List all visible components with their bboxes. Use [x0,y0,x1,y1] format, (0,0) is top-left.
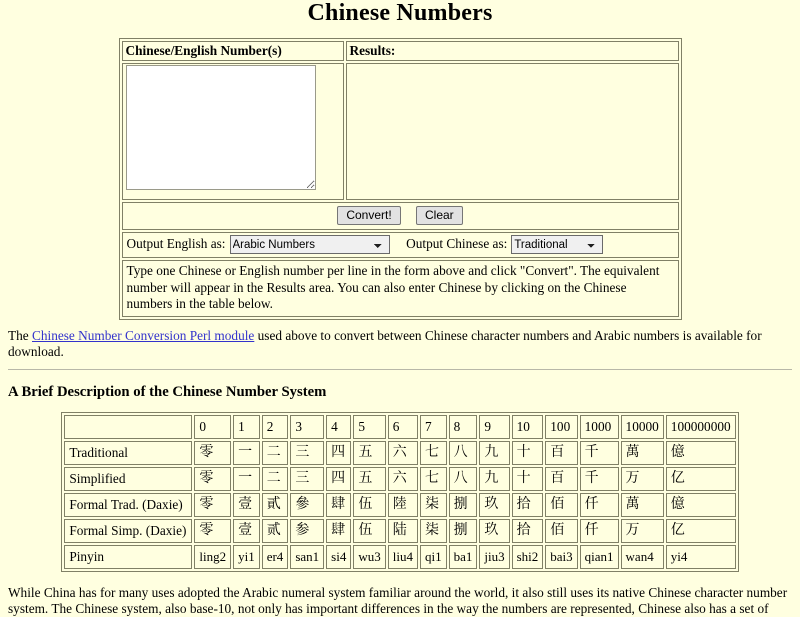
chinese-numeral-cell[interactable]: 零 [194,467,231,491]
output-chinese-select[interactable] [511,235,603,254]
chinese-numeral-cell[interactable]: 亿 [666,467,736,491]
perl-module-link[interactable]: Chinese Number Conversion Perl module [32,327,255,343]
numbers-header-cell: 100 [545,415,577,439]
chinese-numeral-cell[interactable]: 零 [194,441,231,465]
numbers-header-cell: 10000 [621,415,664,439]
chinese-numeral-cell[interactable]: 五 [353,441,385,465]
chinese-numeral-cell[interactable]: 八 [449,467,478,491]
chinese-numeral-cell[interactable]: 捌 [449,493,478,517]
numbers-header-cell: 6 [388,415,418,439]
download-note-prefix: The [8,327,32,343]
chinese-numeral-cell[interactable]: 四 [326,441,351,465]
chinese-numeral-cell[interactable]: 二 [262,467,289,491]
numbers-header-row [64,415,735,439]
numbers-table-row [64,519,735,543]
chinese-numeral-cell[interactable]: 十 [512,441,544,465]
output-english-label: Output English as: [126,236,226,251]
pinyin-cell: qi1 [420,545,447,569]
pinyin-cell: liu4 [388,545,418,569]
pinyin-cell: wu3 [353,545,385,569]
form-fields-row [122,63,679,200]
input-label-cell: Chinese/English Number(s) [122,41,344,61]
numbers-table-row [64,493,735,517]
pinyin-cell: jiu3 [479,545,509,569]
chinese-numeral-cell[interactable]: 億 [666,441,736,465]
converter-form-wrapper [8,38,792,320]
chinese-numeral-cell[interactable]: 伍 [353,493,385,517]
chinese-numeral-cell[interactable]: 肆 [326,519,351,543]
chinese-numeral-cell[interactable]: 玖 [479,493,509,517]
numbers-table-row [64,545,735,569]
chinese-numeral-cell[interactable]: 参 [290,519,324,543]
chinese-numeral-cell[interactable]: 陆 [388,519,418,543]
numbers-header-cell: 3 [290,415,324,439]
chinese-numeral-cell[interactable]: 拾 [512,519,544,543]
chinese-numeral-cell[interactable]: 百 [545,467,577,491]
chinese-numeral-cell[interactable]: 捌 [449,519,478,543]
results-cell [346,63,679,200]
chinese-numeral-cell[interactable]: 二 [262,441,289,465]
chinese-numeral-cell[interactable]: 肆 [326,493,351,517]
numbers-row-label: Formal Trad. (Daxie) [64,493,192,517]
convert-button[interactable]: Convert! [337,206,400,225]
chinese-numeral-cell[interactable]: 九 [479,441,509,465]
chinese-numeral-cell[interactable]: 七 [420,467,447,491]
numbers-header-cell: 8 [449,415,478,439]
footer-paragraph: While China has for many uses adopted the Arabic numeral system familiar around the world, it also still uses its native Chinese character number system. The Chinese system, also base-10, not only has important differences in the way the numbers are represented, Chinese also has a set of [8,584,788,616]
pinyin-cell: shi2 [512,545,544,569]
chinese-numeral-cell[interactable]: 貳 [262,493,289,517]
section-divider [8,369,792,371]
clear-button[interactable]: Clear [416,206,463,225]
chinese-numeral-cell[interactable]: 六 [388,467,418,491]
chinese-numeral-cell[interactable]: 三 [290,441,324,465]
pinyin-cell: si4 [326,545,351,569]
pinyin-cell: wan4 [621,545,664,569]
chinese-numeral-cell[interactable]: 億 [666,493,736,517]
chinese-numeral-cell[interactable]: 壹 [233,519,260,543]
chinese-numeral-cell[interactable]: 四 [326,467,351,491]
numbers-header-cell: 7 [420,415,447,439]
chinese-numeral-cell[interactable]: 十 [512,467,544,491]
results-label-cell: Results: [346,41,679,61]
chinese-numeral-cell[interactable]: 百 [545,441,577,465]
pinyin-cell: yi1 [233,545,260,569]
download-note [8,328,792,360]
chinese-numeral-cell[interactable]: 壹 [233,493,260,517]
pinyin-cell: yi4 [666,545,736,569]
number-input-textarea[interactable] [126,65,316,190]
chinese-numeral-cell[interactable]: 仟 [580,519,619,543]
chinese-numbers-table [61,412,738,572]
chinese-numeral-cell[interactable]: 零 [194,519,231,543]
numbers-table-wrapper [8,412,792,572]
numbers-row-label: Formal Simp. (Daxie) [64,519,192,543]
numbers-header-cell: 0 [194,415,231,439]
numbers-header-corner [64,415,192,439]
output-english-select[interactable] [230,235,390,254]
pinyin-cell: qian1 [580,545,619,569]
chinese-numeral-cell[interactable]: 千 [580,441,619,465]
download-note-suffix: used above to convert between Chinese character numbers and Arabic numbers is available for download. [8,327,762,359]
pinyin-cell: ba1 [449,545,478,569]
numbers-row-label: Traditional [64,441,192,465]
chinese-numeral-cell[interactable]: 伍 [353,519,385,543]
chinese-numeral-cell[interactable]: 贰 [262,519,289,543]
numbers-header-cell: 1000 [580,415,619,439]
pinyin-cell: er4 [262,545,289,569]
chinese-numeral-cell[interactable]: 佰 [545,493,577,517]
numbers-header-cell: 10 [512,415,544,439]
chinese-numeral-cell[interactable]: 九 [479,467,509,491]
chinese-numeral-cell[interactable]: 拾 [512,493,544,517]
options-cell [122,232,679,258]
chinese-numeral-cell[interactable]: 參 [290,493,324,517]
buttons-cell [122,202,679,230]
chinese-numeral-cell[interactable]: 萬 [621,441,664,465]
numbers-table-row [64,441,735,465]
chinese-numeral-cell[interactable]: 一 [233,441,260,465]
numbers-table-row [64,467,735,491]
pinyin-cell: ling2 [194,545,231,569]
chinese-numeral-cell[interactable]: 万 [621,467,664,491]
chinese-numeral-cell[interactable]: 佰 [545,519,577,543]
chinese-numeral-cell[interactable]: 玖 [479,519,509,543]
form-options-row [122,232,679,258]
chinese-numeral-cell[interactable]: 千 [580,467,619,491]
numbers-row-label: Pinyin [64,545,192,569]
form-buttons-row [122,202,679,230]
chinese-numeral-cell[interactable]: 七 [420,441,447,465]
pinyin-cell: bai3 [545,545,577,569]
chinese-numeral-cell[interactable]: 陸 [388,493,418,517]
chinese-numeral-cell[interactable]: 万 [621,519,664,543]
pinyin-cell: san1 [290,545,324,569]
chinese-numeral-cell[interactable]: 萬 [621,493,664,517]
form-help-row [122,260,679,317]
chinese-numeral-cell[interactable]: 零 [194,493,231,517]
numbers-header-cell: 100000000 [666,415,736,439]
chinese-numeral-cell[interactable]: 三 [290,467,324,491]
chinese-numeral-cell[interactable]: 八 [449,441,478,465]
input-cell [122,63,344,200]
chinese-numeral-cell[interactable]: 柒 [420,519,447,543]
converter-form-table [119,38,682,320]
section-heading: A Brief Description of the Chinese Number System [8,383,327,400]
results-textarea[interactable] [350,65,675,198]
chinese-numeral-cell[interactable]: 亿 [666,519,736,543]
numbers-row-label: Simplified [64,467,192,491]
numbers-header-cell: 4 [326,415,351,439]
page-title: Chinese Numbers [307,0,493,26]
chinese-numeral-cell[interactable]: 柒 [420,493,447,517]
numbers-header-cell: 9 [479,415,509,439]
chinese-numeral-cell[interactable]: 六 [388,441,418,465]
numbers-header-cell: 2 [262,415,289,439]
form-labels-row [122,41,679,61]
output-chinese-label: Output Chinese as: [406,236,508,251]
help-text-cell: Type one Chinese or English number per line in the form above and click "Convert". The equivalent number will appear in the Results area. You can also enter Chinese by clicking on the Chinese numbers in the table below. [122,260,679,317]
chinese-numeral-cell[interactable]: 一 [233,467,260,491]
chinese-numeral-cell[interactable]: 五 [353,467,385,491]
chinese-numeral-cell[interactable]: 仟 [580,493,619,517]
numbers-header-cell: 1 [233,415,260,439]
numbers-header-cell: 5 [353,415,385,439]
